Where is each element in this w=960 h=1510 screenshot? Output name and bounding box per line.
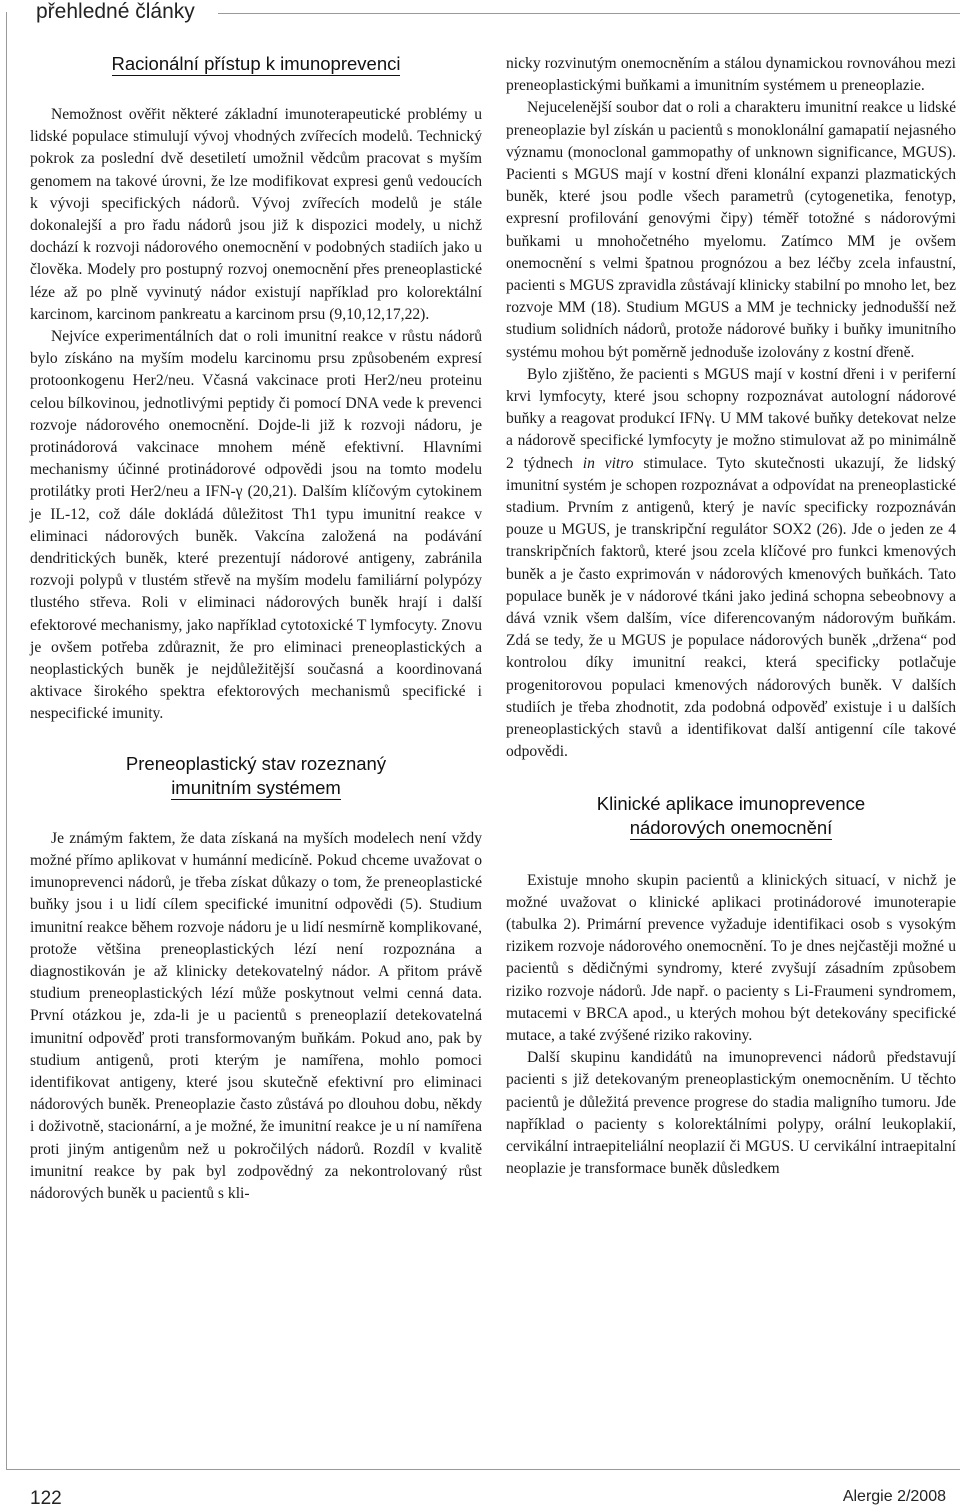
paragraph: Nejvíce experimentálních dat o roli imunitní reakce v růstu nádorů bylo získáno na myším modelu karcinomu prsu způsobeném expresí protoonkogenu Her2/neu. Včasná vakcinace proti Her2/neu proteinu celou bílkovinou, jednotlivými peptidy či pomocí DNA vede k prevenci rozvoje nádorového onemocnění. Dojde-li již k rozvoji nádoru, je protinádorová vakcinace mnohem méně efektivní. Hlavními mechanismy účinné protinádorové odpovědi jsou na tomto modelu protilátky proti Her2/neu a IFN-γ (20,21). Dalším klíčovým cytokinem je IL-12, což dále dokládá důležitost Th1 typu imunitní reakce v eliminaci nádorových buněk. Vakcína založená na podávání dendritických buněk, které prezentují nádorové antigeny, zabránila rozvoji polypů v tlustém střevě na myším modelu familiární polypózy tlustého střeva. Roli v eliminaci nádorových buněk hrají i další efektorové mechanismy, jako například cytotoxické T lymfocyty. Znovu je ovšem potřeba zdůraznit, že pro eliminaci preneoplastických a neoplastických buněk je nejdůležitější současná a koordinovaná aktivace širokého spektra efektorových mechanismů specifické i nespecifické imunity. (30, 328, 482, 723)
journal-name: Alergie 2/2008 (842, 1488, 946, 1505)
right-column (506, 53, 956, 1180)
paragraph: Bylo zjištěno, že pacienti s MGUS mají v kostní dřeni i v periferní krvi lymfocyty, které jsou schopny rozpoznávat autologní nádorové buňky a reagovat produkcí IFNγ. U MM takové buňky detekovat nelze a nádorově specifické lymfocyty je možno stimulovat až po minimálně 2 týdnech in vitro stimulace. Tyto skutečnosti ukazují, že lidský imunitní systém je schopen rozpoznávat a odpovídat na preneoplastické stadium. Prvním z antigenů, který je navíc specificky rozpoznáván pouze u MGUS, je transkripční regulátor SOX2 (26). Jde o jeden ze 4 transkripčních faktorů, které jsou zcela klíčové pro funkci kmenových buněk a je často exprimován v nádorových kmenových buňkách. Tato populace buněk je v nádorové tkáni jako jediná schopna sebeobnovy a dává vznik všem dalším, více diferencovaným nádorovým buňkám. Zdá se tedy, že u MGUS je populace nádorových buněk „držena“ pod kontrolou díky imunitní reakci, která specificky potlačuje progenitorovou populaci kmenových nádorových buněk. V dalších studiích je třeba zhodnotit, zda podobná odpověď existuje i u dalších preneoplastických stavů a identifikovat další antigenní cíle takové odpovědi. (506, 365, 956, 761)
section-heading-preneoplastic-state: Preneoplastický stav rozeznaný imunitním systémem (125, 752, 387, 798)
left-margin-rule (6, 12, 7, 1469)
section-heading-rational-approach: Racionální přístup k imunoprevenci (111, 53, 401, 74)
section-label: přehledné články (36, 0, 195, 23)
header-rule (218, 13, 960, 14)
section-heading-clinical-applications: Klinické aplikace imunoprevence nádorových onemocnění (596, 792, 866, 838)
paragraph: Nemožnost ověřit některé základní imunoterapeutické problémy u lidské populace stimulují vývoj vhodných zvířecích modelů. Technický pokrok za poslední dvě desetiletí umožnil vědcům pracovat s myším genomem na takové úrovni, že lze modifikovat expresi genů vedoucích k vývoji specifických nádorů. Vývoj zvířecích modelů je stále dokonalejší a pro řadu nádorů jsou již k dispozici modely, u nichž dochází k rozvoji nádorového onemocnění v podobných stadiích jako u člověka. Modely pro postupný rozvoj onemocnění přes preneoplastické léze až po plně vyvinutý nádor existují například pro kolorektální karcinom, karcinom pankreatu a karcinom prsu (9,10,12,17,22). (30, 106, 482, 323)
footer-rule (6, 1469, 960, 1470)
paragraph: Další skupinu kandidátů na imunoprevenci nádorů představují pacienti s již detekovaným preneoplastickým onemocněním. U těchto pacientů je důležitá prevence progrese do stadia maligního tumoru. Jde například o pacienty s kolorektálními polypy, orální leukoplakií, cervikální intraepiteliální neoplazií či MGUS. U cervikální intraepitalní neoplazie je transformace buněk důsledkem (506, 1049, 956, 1178)
paragraph: Nejucelenější soubor dat o roli a charakteru imunitní reakce u lidské preneoplazie byl získán u pacientů s monoklonální gamapatií nejasného významu (monoclonal gammopathy of unknown significance, MGUS). Pacienti s MGUS mají v kostní dřeni klonální expanzi plazmatických buněk, které jsou podle všech parametrů (cytogenetika, fenotyp, expresní profilování genovými čipy) téměř totožné s nádorovými buňkami u mnohočetného myelomu. Zatímco MM je ovšem onemocnění s velmi špatnou prognózou a bez léčby zcela infaustní, pacienti s MGUS zpravidla zůstávají klinicky stabilní po mnoho let, bez rozvoje MM (18). Studium MGUS a MM je technicky jednodušší než studium solidních nádorů, protože nádorové buňky i buňky imunitního systému mohou být poměrně jednoduše izolovány z kostní dřeně. (506, 99, 956, 361)
page-number: 122 (30, 1488, 62, 1509)
left-column (30, 48, 482, 1205)
paragraph: Je známým faktem, že data získaná na myších modelech není vždy možné přímo aplikovat v humánní medicíně. Pokud chceme uvažovat o imunoprevenci nádorů, je třeba získat důkazy o tom, že preneoplastické buňky jsou i u lidí cílem specifické imunitní odpovědi (5). Studium imunitní reakce během rozvoje nádoru je u lidí nesmírně komplikované, protože většina preneoplastických lézí není rozpoznána a diagnostikován je až klinicky detekovatelný nádor. A přitom právě studium preneoplastických lézí může poskytnout velmi cenná data. První otázkou je, zda-li je u pacientů s preneoplazií detekovatelná imunitní odpověď proti transformovaným buňkám. Pokud ano, pak by studium antigenů, proti kterým je namířena, mohlo pomoci identifikovat antigeny, které jsou skutečně efektivní pro eliminaci nádorových buněk. Preneoplazie často zůstává po dlouhou dobu, někdy i doživotně, stacionární, a je možné, že imunitní reakce je u ní namířena proti jiným antigenům než u pokročilých nádorů. Rozdíl v kvalitě imunitní reakce by pak byl zodpovědný za nekontrolovaný růst nádorových buněk u pacientů s kli- (30, 829, 482, 1202)
paragraph: nicky rozvinutým onemocněním a stálou dynamickou rovnováhou mezi preneoplastickými buňkami a imunitním systémem u preneoplazie. (506, 55, 956, 95)
paragraph: Existuje mnoho skupin pacientů a klinických situací, v nichž je možné uvažovat o klinické aplikaci protinádorové imunoterapie (tabulka 2). Primární prevence vyžaduje identifikaci osob s vysokým rizikem rozvoje nádorového onemocnění. To je dnes nejčastěji možné u pacientů s dědičnými syndromy, které zvyšují zásadním způsobem riziko rozvoje nádorů. Jde např. o pacienty s Li-Fraumeni syndromem, mutacemi v BRCA apod., u kterých mohou být detekovány specifické mutace, a také zvýšené riziko rakoviny. (506, 871, 956, 1044)
